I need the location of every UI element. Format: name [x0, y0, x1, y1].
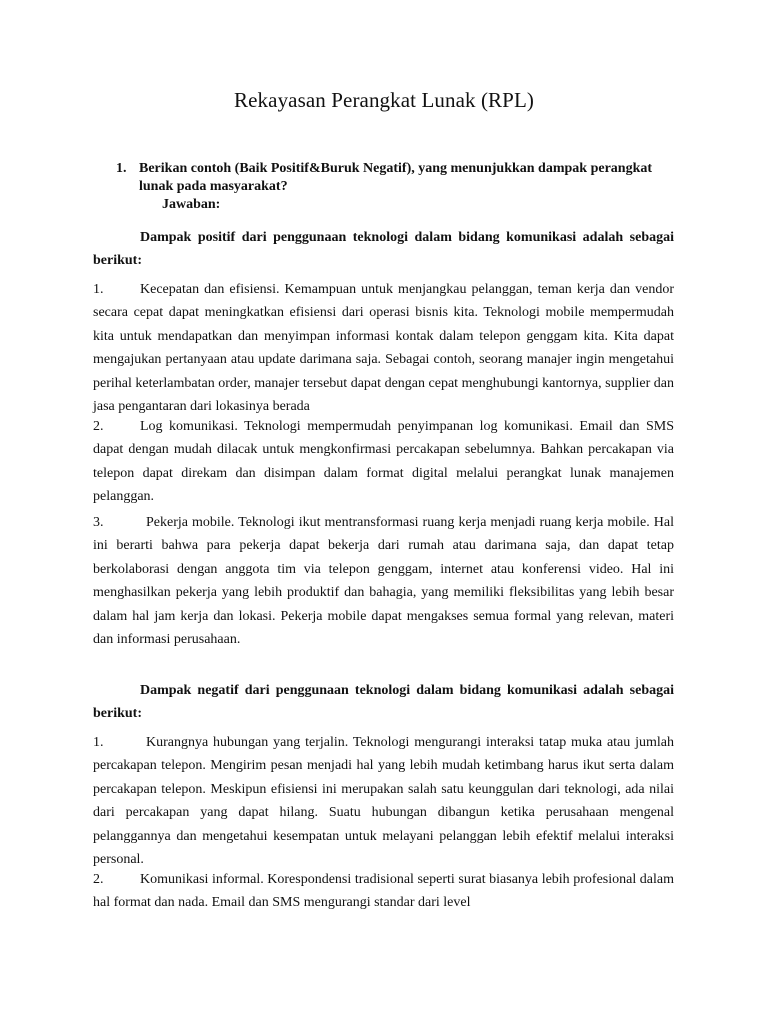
question-text: Berikan contoh (Baik Positif&Buruk Negatif), yang menunjukkan dampak perangkat lunak pada masyarakat?	[139, 161, 653, 194]
page-title: Rekayasan Perangkat Lunak (RPL)	[234, 88, 534, 112]
negative-item-1-text: Kurangnya hubungan yang terjalin. Teknologi mengurangi interaksi tatap muka atau jumlah percakapan telepon. Mengirim pesan menjadi hal yang lebih mudah ketimbang harus ikut serta dalam percakapan telepon. Meskipun efisiensi ini merupakan salah satu keunggulan dari teknologi, ada nilai dari percakapan yang dapat hilang. Suatu hubungan dibangun ketika perusahaan mengenal pelanggannya dan mengetahui kesempatan untuk melayani pelanggan lebih efektif melalui interaksi personal.	[93, 735, 674, 868]
positive-heading: Dampak positif dari penggunaan teknologi dalam bidang komunikasi adalah sebagai berikut:	[93, 230, 674, 269]
negative-heading: Dampak negatif dari penggunaan teknologi dalam bidang komunikasi adalah sebagai berikut:	[93, 683, 674, 722]
positive-item-2	[93, 415, 674, 509]
positive-item-2-text: Log komunikasi. Teknologi mempermudah penyimpanan log komunikasi. Email dan SMS dapat dengan mudah dilacak untuk mengkonfirmasi percakapan sebelumnya. Bahkan percakapan via telepon dapat direkam dan disimpan dalam format digital melalui perangkat lunak manajemen pelanggan.	[93, 419, 674, 505]
positive-item-3-text: Pekerja mobile. Teknologi ikut mentransformasi ruang kerja menjadi ruang kerja mobile. Hal ini berarti bahwa para pekerja dapat bekerja dari rumah atau darimana saja, dan dapat tetap berkolaborasi dengan anggota tim via telepon genggam, internet atau konferensi video. Hal ini menghasilkan pekerja yang lebih produktif dan bahagia, yang memiliki fleksibilitas yang lebih besar dalam hal jam kerja dan lokasi. Pekerja mobile dapat mengakses semua formal yang relevan, materi dan informasi perusahaan.	[93, 515, 674, 648]
positive-item-3	[93, 511, 674, 651]
positive-item-2-number: 2.	[93, 419, 104, 434]
negative-item-2-text: Komunikasi informal. Korespondensi tradisional seperti surat biasanya lebih profesional dalam hal format dan nada. Email dan SMS mengurangi standar dari level	[93, 872, 674, 911]
positive-item-1	[93, 278, 674, 418]
question-number: 1.	[116, 161, 127, 176]
negative-item-2-number: 2.	[93, 872, 104, 887]
positive-item-3-number: 3.	[93, 515, 104, 530]
negative-item-1	[93, 731, 674, 871]
negative-item-2	[93, 868, 674, 915]
positive-item-1-text: Kecepatan dan efisiensi. Kemampuan untuk menjangkau pelanggan, teman kerja dan vendor secara cepat dapat meningkatkan efisiensi dari operasi bisnis kita. Teknologi mobile mempermudah kita untuk mendapatkan dan menyimpan informasi kontak dalam telepon genggam kita. Kita dapat mengajukan pertanyaan atau update darimana saja. Sebagai contoh, seorang manajer ingin mengetahui perihal keterlambatan order, manajer tersebut dapat dengan cepat menghubungi kantornya, supplier dan jasa pengantaran dari lokasinya berada	[93, 282, 674, 415]
negative-item-1-number: 1.	[93, 735, 104, 750]
answer-label: Jawaban:	[162, 197, 221, 212]
positive-item-1-number: 1.	[93, 282, 104, 297]
question-1	[116, 160, 676, 214]
